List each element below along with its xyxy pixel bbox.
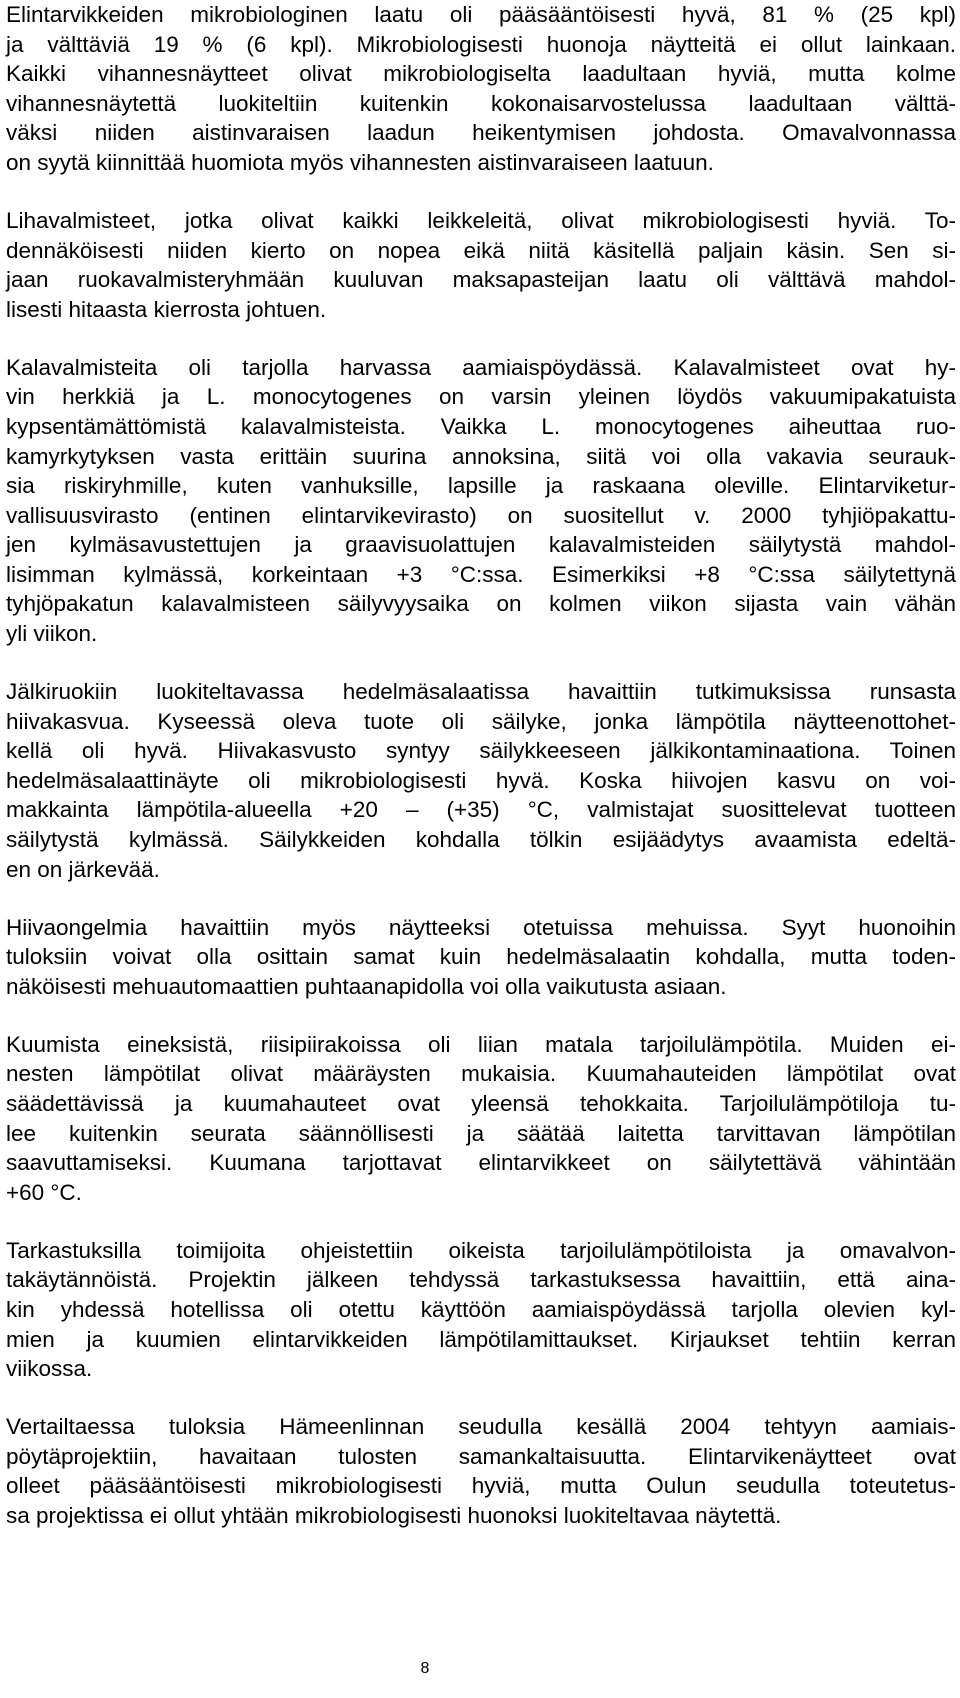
text-line: Kalavalmisteita oli tarjolla harvassa aamiaispöydässä. Kalavalmisteet ovat hy- — [6, 354, 956, 380]
text-line: lee kuitenkin seurata säännöllisesti ja säätää laitetta tarvittavan lämpötilan — [6, 1120, 956, 1146]
text-line: ja välttäviä 19 % (6 kpl). Mikrobiologisesti huonoja näytteitä ei ollut lainkaan. — [6, 31, 956, 57]
text-line: lisesti hitaasta kierrosta johtuen. — [6, 296, 327, 322]
text-line: Jälkiruokiin luokiteltavassa hedelmäsalaatissa havaittiin tutkimuksissa runsasta — [6, 679, 956, 705]
paragraph-microbiological-quality — [6, 0, 956, 178]
text-line: Hiivaongelmia havaittiin myös näytteeksi otetuissa mehuissa. Syyt huonoihin — [6, 914, 956, 940]
paragraph-inspections — [6, 1236, 956, 1384]
text-line: tuloksiin voivat olla osittain samat kuin hedelmäsalaatin kohdalla, mutta toden- — [6, 944, 956, 970]
text-line: viikossa. — [6, 1356, 93, 1382]
text-line: vallisuusvirasto (entinen elintarvikevirasto) on suositellut v. 2000 tyhjiöpakattu- — [6, 502, 956, 528]
document-page — [6, 0, 956, 1530]
text-line: dennäköisesti niiden kierto on nopea eikä niitä käsitellä paljain käsin. Sen si- — [6, 237, 956, 263]
text-line: saavuttamiseksi. Kuumana tarjottavat elintarvikkeet on säilytettävä vähintään — [6, 1150, 956, 1176]
text-line: Kaikki vihannesnäytteet olivat mikrobiologiselta laadultaan hyviä, mutta kolme — [6, 61, 956, 87]
text-line: pöytäprojektiin, havaitaan tulosten samankaltaisuutta. Elintarvikenäytteet ovat — [6, 1443, 956, 1469]
text-line: Elintarvikkeiden mikrobiologinen laatu oli pääsääntöisesti hyvä, 81 % (25 kpl) — [6, 2, 956, 27]
text-line: kellä oli hyvä. Hiivakasvusto syntyy säilykkeeseen jälkikontaminaationa. Toinen — [6, 738, 956, 764]
text-line: takäytännöistä. Projektin jälkeen tehdyssä tarkastuksessa havaittiin, että aina- — [6, 1267, 956, 1293]
text-line: hiivakasvua. Kyseessä oleva tuote oli säilyke, jonka lämpötila näytteenottohet- — [6, 708, 956, 734]
text-line: vin herkkiä ja L. monocytogenes on varsin yleinen löydös vakuumipakatuista — [6, 384, 956, 410]
text-line: kamyrkytyksen vasta erittäin suurina annoksina, siitä voi olla vakavia seurauk- — [6, 443, 956, 469]
text-line: Vertailtaessa tuloksia Hämeenlinnan seudulla kesällä 2004 tehtyyn aamiais- — [6, 1414, 956, 1440]
text-line: jaan ruokavalmisteryhmään kuuluvan maksapasteijan laatu oli välttävä mahdol- — [6, 267, 956, 293]
text-line: väksi niiden aistinvaraisen laadun heikentymisen johdosta. Omavalvonnassa — [6, 120, 956, 146]
text-line: säilytystä kylmässä. Säilykkeiden kohdalla tölkin esijäädytys avaamista edeltä- — [6, 827, 956, 853]
paragraph-fruit-salad — [6, 677, 956, 884]
text-line: hedelmäsalaattinäyte oli mikrobiologisesti hyvä. Koska hiivojen kasvu on voi- — [6, 767, 956, 793]
text-line: Kuumista eineksistä, riisipiirakoissa oli liian matala tarjoilulämpötila. Muiden ei- — [6, 1031, 956, 1057]
text-line: tyhjöpakatun kalavalmisteen säilyvyysaika on kolmen viikon sijasta vain vähän — [6, 591, 956, 617]
paragraph-meat-products — [6, 206, 956, 324]
text-line: kin yhdessä hotellissa oli otettu käyttöön aamiaispöydässä tarjolla olevien kyl- — [6, 1296, 956, 1322]
text-line: olleet pääsääntöisesti mikrobiologisesti hyviä, mutta Oulun seudulla toteutetus- — [6, 1473, 956, 1499]
text-line: makkainta lämpötila-alueella +20 – (+35) °C, valmistajat suosittelevat tuotteen — [6, 797, 956, 823]
paragraph-comparison — [6, 1412, 956, 1530]
page-number: 8 — [420, 1660, 430, 1677]
text-line: en on järkevää. — [6, 856, 160, 882]
paragraph-hot-foods — [6, 1030, 956, 1208]
paragraph-fish-products — [6, 353, 956, 649]
text-line: nesten lämpötilat olivat määräysten mukaisia. Kuumahauteiden lämpötilat ovat — [6, 1061, 956, 1087]
text-line: on syytä kiinnittää huomiota myös vihannesten aistinvaraiseen laatuun. — [6, 149, 714, 175]
text-line: +60 °C. — [6, 1179, 82, 1205]
text-line: sa projektissa ei ollut yhtään mikrobiologisesti huonoksi luokiteltavaa näytettä. — [6, 1502, 782, 1528]
text-line: Tarkastuksilla toimijoita ohjeistettiin oikeista tarjoilulämpötiloista ja omavalvon- — [6, 1237, 956, 1263]
text-line: näköisesti mehuautomaattien puhtaanapidolla voi olla vaikutusta asiaan. — [6, 973, 727, 999]
text-line: Lihavalmisteet, jotka olivat kaikki leikkeleitä, olivat mikrobiologisesti hyviä. To- — [6, 207, 956, 233]
text-line: jen kylmäsavustettujen ja graavisuolattujen kalavalmisteiden säilytystä mahdol- — [6, 532, 956, 558]
text-line: yli viikon. — [6, 621, 98, 647]
text-line: sia riskiryhmille, kuten vanhuksille, lapsille ja raskaana oleville. Elintarviketur- — [6, 473, 956, 499]
text-line: mien ja kuumien elintarvikkeiden lämpötilamittaukset. Kirjaukset tehtiin kerran — [6, 1326, 956, 1352]
text-line: kypsentämättömistä kalavalmisteista. Vaikka L. monocytogenes aiheuttaa ruo- — [6, 413, 956, 439]
paragraph-juices — [6, 913, 956, 1002]
text-line: lisimman kylmässä, korkeintaan +3 °C:ssa. Esimerkiksi +8 °C:ssa säilytettynä — [6, 561, 956, 587]
text-line: säädettävissä ja kuumahauteet ovat yleensä tehokkaita. Tarjoilulämpötiloja tu- — [6, 1090, 956, 1116]
text-line: vihannesnäytettä luokiteltiin kuitenkin kokonaisarvostelussa laadultaan välttä- — [6, 90, 956, 116]
